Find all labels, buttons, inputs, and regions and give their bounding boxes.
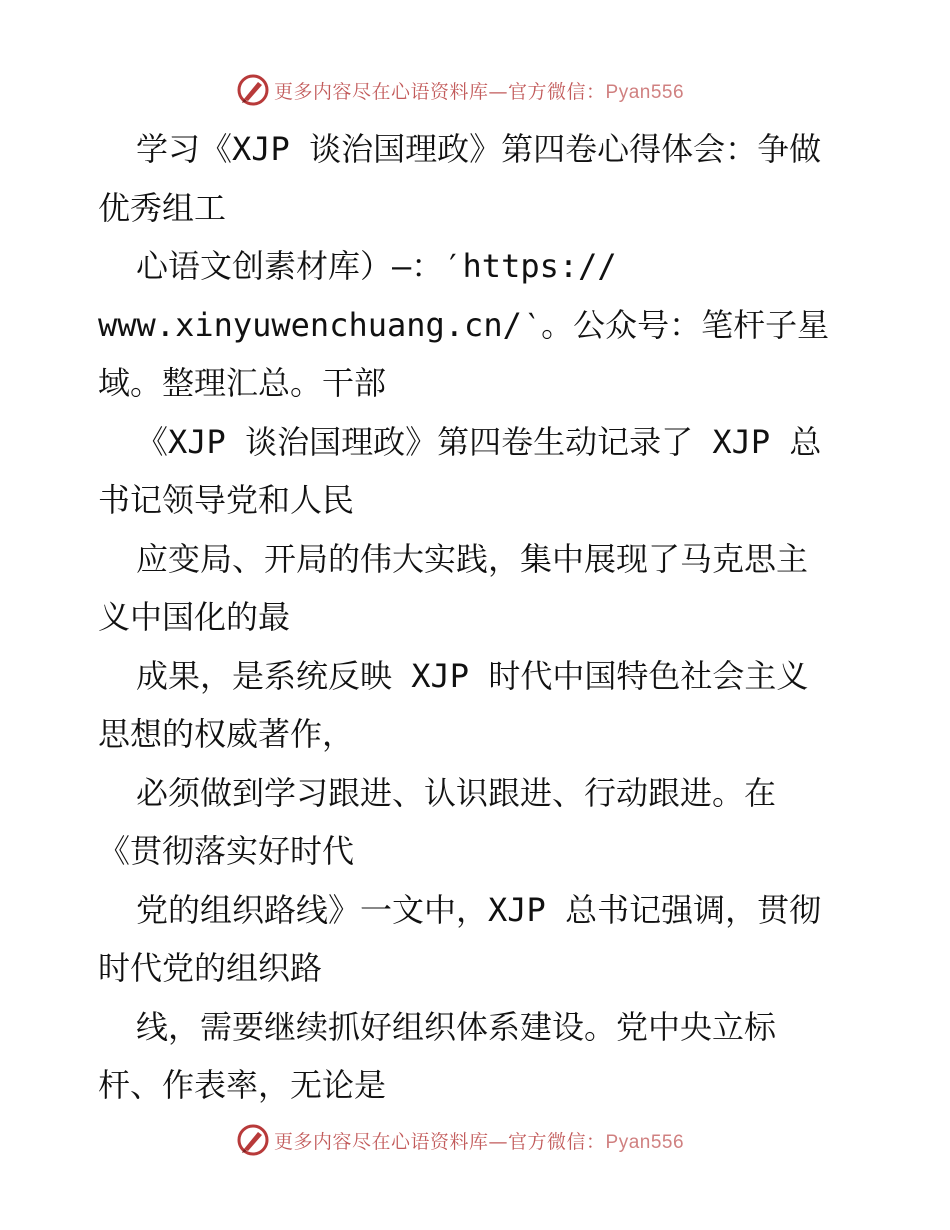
text-line: 优秀组工 <box>98 188 227 227</box>
text-line: 党的组织路线》一文中，XJP 总书记强调，贯彻 <box>136 890 822 929</box>
banner-label: 更多内容尽在心语资料库 <box>274 80 489 103</box>
document-body <box>98 120 868 1115</box>
text-line: 必须做到学习跟进、认识跟进、行动跟进。在 <box>136 773 777 812</box>
pen-logo-icon <box>236 73 270 107</box>
text-line: 成果，是系统反映 XJP 时代中国特色社会主义 <box>136 656 809 695</box>
text-line: 杆、作表率，无论是 <box>98 1066 387 1104</box>
text-line: 时代党的组织路 <box>98 949 323 987</box>
text-line: 应变局、开局的伟大实践，集中展现了马克思主 <box>136 539 809 578</box>
banner-wechat-id: Pyan556 <box>605 1131 685 1153</box>
header-banner <box>236 72 684 108</box>
text-line: 学习《XJP 谈治国理政》第四卷心得体会：争做 <box>136 130 822 168</box>
text-line: www.xinyuwenchuang.cn/‵。公众号：笔杆子星 <box>98 305 830 344</box>
text-line: 《贯彻落实好时代 <box>98 832 355 870</box>
text-line: 域。整理汇总。干部 <box>98 364 387 402</box>
footer-banner <box>236 1122 684 1158</box>
banner-wechat-label: 官方微信： <box>508 80 606 103</box>
text-line: 书记领导党和人民 <box>98 481 355 519</box>
text-line: 心语文创素材库）—：′https:// <box>136 247 617 285</box>
banner-dash: — <box>488 1130 509 1153</box>
text-line: 线，需要继续抓好组织体系建设。党中央立标 <box>136 1007 777 1046</box>
banner-wechat-id: Pyan556 <box>605 81 685 103</box>
text-line: 义中国化的最 <box>98 598 291 636</box>
banner-dash: — <box>488 80 509 103</box>
text-line: 思想的权威著作， <box>98 715 355 753</box>
banner-label: 更多内容尽在心语资料库 <box>274 1130 489 1153</box>
pen-logo-icon <box>236 1123 270 1157</box>
text-line: 《XJP 谈治国理政》第四卷生动记录了 XJP 总 <box>136 422 822 461</box>
banner-wechat-label: 官方微信： <box>508 1130 606 1153</box>
